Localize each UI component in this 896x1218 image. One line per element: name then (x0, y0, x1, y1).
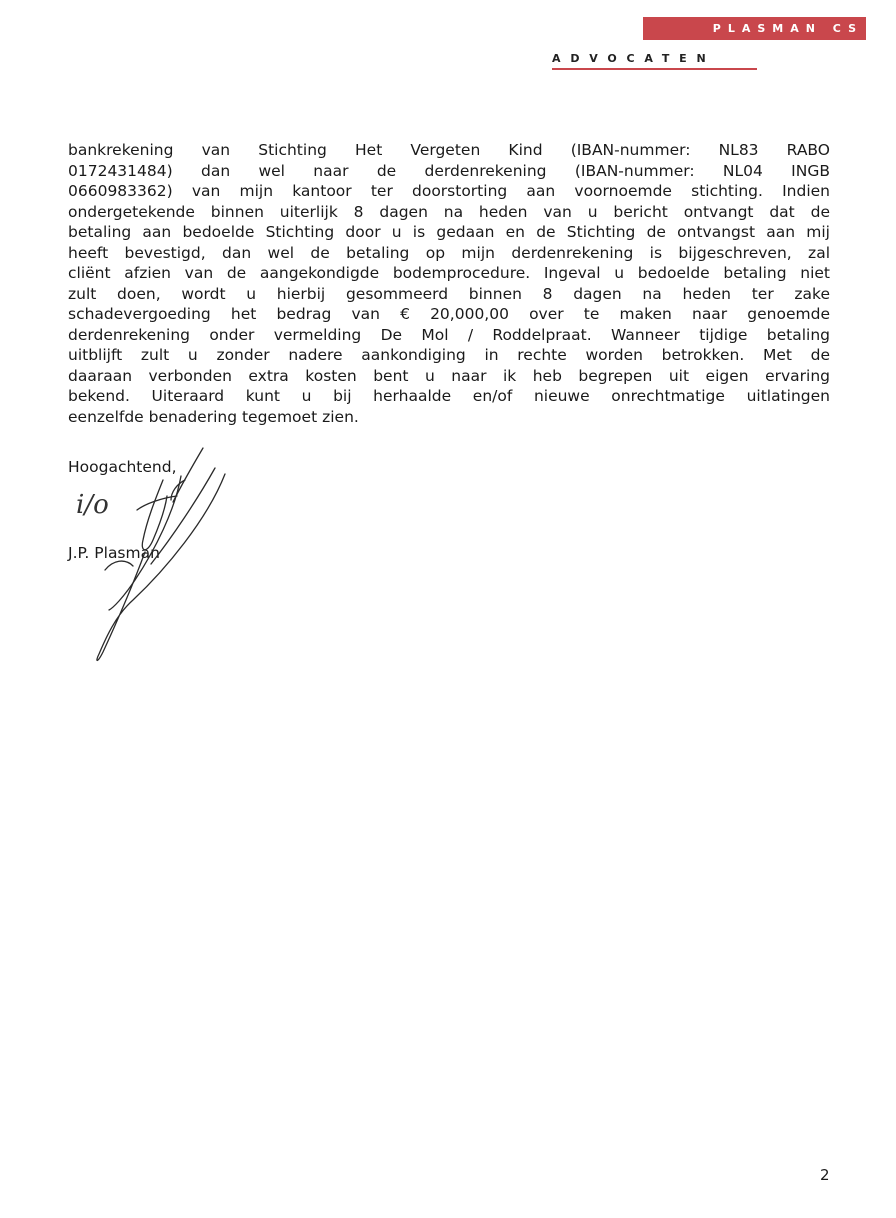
body-line: 0172431484) dan wel naar de derdenrekening (IBAN-nummer: NL04 INGB (68, 161, 830, 180)
body-line: heeft bevestigd, dan wel de betaling op mijn derdenrekening is bijgeschreven, zal (68, 243, 830, 262)
handwritten-signature (85, 440, 245, 670)
firm-type-underline (552, 68, 757, 70)
body-line: bankrekening van Stichting Het Vergeten Kind (IBAN-nummer: NL83 RABO (68, 141, 830, 159)
body-line: bekend. Uiteraard kunt u bij herhaalde en/of nieuwe onrechtmatige uitlatingen (68, 387, 830, 405)
body-line: daaraan verbonden extra kosten bent u naar ik heb begrepen uit eigen ervaring (68, 366, 830, 385)
body-line: ondergetekende binnen uiterlijk 8 dagen na heden van u bericht ontvangt dat de (68, 202, 830, 221)
body-line: cliënt afzien van de aangekondigde bodemprocedure. Ingeval u bedoelde betaling niet (68, 264, 830, 282)
body-line: uitblijft zult u zonder nadere aankondiging in rechte worden betrokken. Met de (68, 346, 830, 364)
firm-type-label: ADVOCATEN (552, 52, 716, 65)
body-line: zult doen, wordt u hierbij gesommeerd binnen 8 dagen na heden ter zake (68, 284, 830, 303)
body-line: 0660983362) van mijn kantoor ter doorstorting aan voornoemde stichting. Indien (68, 182, 830, 200)
firm-name-banner: PLASMAN CS (643, 17, 866, 40)
letter-body (68, 140, 830, 427)
signer-name: J.P. Plasman (68, 544, 160, 562)
page-number: 2 (820, 1166, 830, 1184)
body-line: schadevergoeding het bedrag van € 20,000,00 over te maken naar genoemde (68, 305, 830, 323)
io-handwritten-mark: i/o (76, 490, 109, 520)
body-line: betaling aan bedoelde Stichting door u is gedaan en de Stichting de ontvangst aan mij (68, 223, 830, 241)
body-line: derdenrekening onder vermelding De Mol / Roddelpraat. Wanneer tijdige betaling (68, 325, 830, 344)
body-line: eenzelfde benadering tegemoet zien. (68, 407, 359, 426)
closing-salutation: Hoogachtend, (68, 458, 177, 476)
